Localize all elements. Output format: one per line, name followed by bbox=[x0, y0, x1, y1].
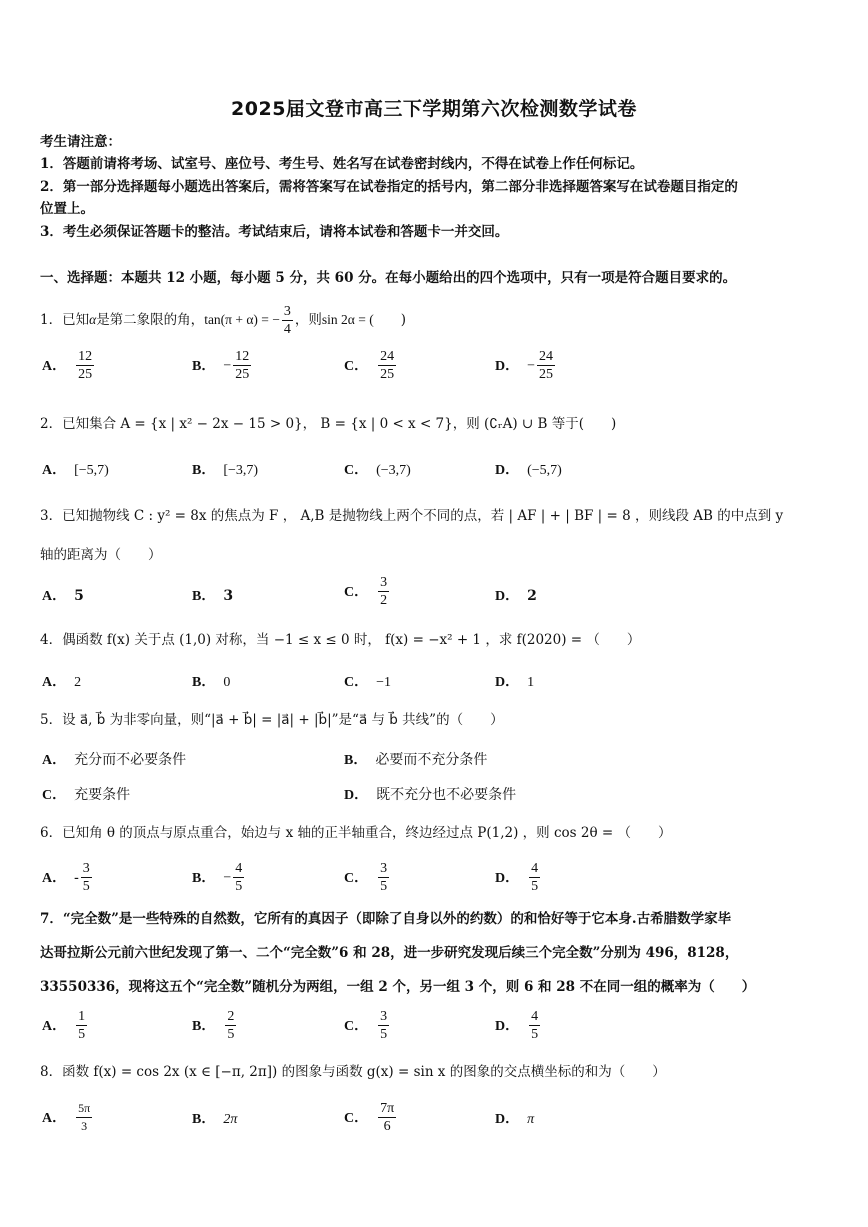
q5-option-a[interactable] bbox=[42, 750, 186, 771]
notice-item-1: 1．答题前请将考场、试室号、座位号、考生号、姓名写在试卷密封线内，不得在试卷上作任何标记。 bbox=[40, 156, 644, 172]
option-sign: - bbox=[74, 870, 79, 886]
question-7-line-2: 达哥拉斯公元前六世纪发现了第一、二个“完全数”6 和 28，进一步研究发现后续三个完全数”分别为 496，8128， bbox=[40, 945, 739, 961]
frac-den: 5 bbox=[380, 1027, 388, 1042]
option-fraction bbox=[529, 1008, 540, 1043]
frac-num: 3 bbox=[82, 861, 90, 876]
option-text: π bbox=[527, 1112, 535, 1127]
option-label: B． bbox=[192, 675, 216, 690]
frac-den: 25 bbox=[380, 367, 395, 382]
q6-option-a[interactable] bbox=[42, 860, 94, 895]
option-label: B． bbox=[344, 753, 368, 768]
option-text: 2 bbox=[527, 588, 537, 604]
notice-item-2: 2．第一部分选择题每小题选出答案后，需将答案写在试卷指定的括号内，第二部分非选择题答案写在试卷题目指定的 bbox=[40, 179, 738, 195]
q1-option-b[interactable] bbox=[192, 348, 253, 383]
question-7-line-3: 33550336，现将这五个“完全数”随机分为两组，一组 2 个，另一组 3 个，则 6 和 28 不在同一组的概率为（ ） bbox=[40, 979, 756, 995]
notice-item-3: 3．考生必须保证答题卡的整洁。考试结束后，请将本试卷和答题卡一并交回。 bbox=[40, 224, 509, 240]
frac-den: 5 bbox=[531, 1027, 539, 1042]
option-text: 2π bbox=[223, 1112, 238, 1127]
option-label: D． bbox=[495, 589, 520, 604]
option-label: D． bbox=[495, 463, 520, 478]
page-title: 2025届文登市高三下学期第六次检测数学试卷 bbox=[231, 98, 637, 120]
frac-num: 3 bbox=[380, 861, 388, 876]
frac-num: 4 bbox=[531, 1009, 539, 1024]
q1-text-b: 是第二象限的角， bbox=[96, 312, 205, 328]
option-label: A． bbox=[42, 753, 67, 768]
option-text: 既不充分也不必要条件 bbox=[376, 787, 517, 803]
option-label: D． bbox=[344, 788, 369, 803]
q6-option-b[interactable] bbox=[192, 860, 246, 895]
option-fraction bbox=[378, 860, 389, 895]
option-label: D． bbox=[495, 870, 520, 886]
frac-den: 5 bbox=[380, 879, 388, 894]
option-text: 充要条件 bbox=[74, 787, 131, 803]
q3-option-a[interactable] bbox=[42, 586, 84, 607]
q1-option-d[interactable] bbox=[495, 348, 557, 383]
frac-den: 25 bbox=[78, 367, 93, 382]
option-label: A． bbox=[42, 463, 67, 478]
q7-option-b[interactable] bbox=[192, 1008, 238, 1043]
frac-den: 5 bbox=[531, 879, 539, 894]
option-label: C． bbox=[344, 463, 369, 478]
option-label: B． bbox=[192, 358, 216, 374]
option-text: (−3,7) bbox=[376, 463, 411, 478]
q3-option-c[interactable] bbox=[344, 574, 391, 609]
option-fraction bbox=[76, 1008, 87, 1043]
option-fraction bbox=[233, 860, 244, 895]
option-label: B． bbox=[192, 1112, 216, 1127]
option-fraction bbox=[81, 860, 92, 895]
option-sign: − bbox=[223, 358, 232, 374]
frac-num: 12 bbox=[78, 349, 93, 364]
q7-option-a[interactable] bbox=[42, 1008, 89, 1043]
option-text: 3 bbox=[223, 588, 234, 604]
frac-num: 24 bbox=[539, 349, 554, 364]
q8-option-d[interactable] bbox=[495, 1109, 534, 1130]
q7-option-c[interactable] bbox=[344, 1008, 391, 1043]
option-text: 充分而不必要条件 bbox=[74, 752, 187, 768]
frac-num: 1 bbox=[78, 1009, 86, 1024]
option-label: A． bbox=[42, 1018, 67, 1034]
q3-option-b[interactable] bbox=[192, 586, 233, 607]
q2-option-a[interactable] bbox=[42, 460, 109, 481]
notice-heading: 考生请注意： bbox=[40, 134, 121, 150]
frac-num: 12 bbox=[235, 349, 250, 364]
q8-option-b[interactable] bbox=[192, 1109, 237, 1130]
option-label: D． bbox=[495, 1018, 520, 1034]
frac-num: 3 bbox=[380, 575, 388, 590]
question-3-stem: 3．已知抛物线 C : y² = 8x 的焦点为 F ， A,B 是抛物线上两个不同的点，若 | AF | + | BF | = 8 ，则线段 AB 的中点到 y bbox=[40, 508, 784, 524]
option-label: D． bbox=[495, 358, 520, 374]
q5-option-c[interactable] bbox=[42, 785, 130, 806]
q2-option-c[interactable] bbox=[344, 460, 411, 481]
q5-option-b[interactable] bbox=[344, 750, 487, 771]
option-label: A． bbox=[42, 358, 67, 374]
option-fraction bbox=[233, 348, 251, 383]
option-text: 1 bbox=[527, 675, 535, 690]
q1-alpha: α bbox=[89, 312, 97, 327]
frac-den: 25 bbox=[539, 367, 554, 382]
option-label: B． bbox=[192, 463, 216, 478]
option-fraction bbox=[76, 1100, 92, 1135]
question-6-stem: 6．已知角 θ 的顶点与原点重合，始边与 x 轴的正半轴重合，终边经过点 P(1,2) ，则 cos 2θ = （ ） bbox=[40, 825, 672, 841]
option-sign: − bbox=[223, 870, 232, 886]
frac-num: 5π bbox=[76, 1100, 92, 1118]
q8-option-a[interactable] bbox=[42, 1100, 94, 1135]
option-text: 2 bbox=[74, 675, 82, 690]
option-text: [−5,7) bbox=[74, 463, 109, 478]
q1-option-c[interactable] bbox=[344, 348, 398, 383]
q1-text-a: 1．已知 bbox=[40, 312, 90, 328]
option-fraction bbox=[378, 574, 389, 609]
frac-den: 2 bbox=[380, 593, 388, 608]
q8-option-c[interactable] bbox=[344, 1100, 398, 1135]
question-4-stem: 4．偶函数 f(x) 关于点 (1,0) 对称，当 −1 ≤ x ≤ 0 时， f(x) = −x² + 1 ，求 f(2020) = （ ） bbox=[40, 632, 641, 648]
section-heading: 一、选择题：本题共 12 小题，每小题 5 分，共 60 分。在每小题给出的四个选项中，只有一项是符合题目要求的。 bbox=[40, 270, 737, 286]
option-label: C． bbox=[344, 358, 369, 374]
option-label: B． bbox=[192, 870, 216, 886]
question-3-stem-cont: 轴的距离为（ ） bbox=[40, 547, 162, 563]
q4-option-d[interactable] bbox=[495, 672, 534, 693]
q4-option-a[interactable] bbox=[42, 672, 81, 693]
option-label: D． bbox=[495, 675, 520, 690]
q5-option-d[interactable] bbox=[344, 785, 516, 806]
option-text: [−3,7) bbox=[223, 463, 259, 478]
frac-num: 2 bbox=[227, 1009, 235, 1024]
question-5-stem: 5．设 a⃗, b⃗ 为非零向量，则“|a⃗ + b⃗| = |a⃗| + |b⃗|”是“a⃗ 与 b⃗ 共线”的（ ） bbox=[40, 712, 504, 728]
q1-tan-expr: tan(π + α) = − bbox=[204, 312, 280, 327]
option-label: B． bbox=[192, 589, 216, 604]
option-text: 必要而不充分条件 bbox=[375, 752, 488, 768]
q6-option-d[interactable] bbox=[495, 860, 542, 895]
q3-option-d[interactable] bbox=[495, 586, 537, 607]
frac-den: 5 bbox=[235, 879, 243, 894]
question-7-line-1: 7．“完全数”是一些特殊的自然数，它所有的真因子（即除了自身以外的约数）的和恰好等于它本身.古希腊数学家毕 bbox=[40, 911, 732, 927]
frac-num: 24 bbox=[380, 349, 395, 364]
q1-sin-expr: sin 2α = ( bbox=[321, 312, 374, 327]
option-fraction bbox=[378, 1100, 396, 1135]
option-label: C． bbox=[344, 870, 369, 886]
q6-option-c[interactable] bbox=[344, 860, 391, 895]
question-2-stem: 2．已知集合 A = {x | x² − 2x − 15 > 0}， B = {x | 0 < x < 7}，则 (∁ᵣA) ∪ B 等于( ) bbox=[40, 416, 617, 432]
q1-fraction bbox=[282, 303, 293, 338]
frac-den: 6 bbox=[383, 1119, 391, 1134]
q2-option-b[interactable] bbox=[192, 460, 258, 481]
option-text: −1 bbox=[376, 675, 392, 690]
q4-option-b[interactable] bbox=[192, 672, 230, 693]
frac-num: 4 bbox=[531, 861, 539, 876]
frac-den: 3 bbox=[81, 1119, 88, 1133]
option-label: C． bbox=[344, 584, 369, 600]
frac-num: 4 bbox=[235, 861, 243, 876]
option-label: C． bbox=[344, 1018, 369, 1034]
frac-num: 7π bbox=[380, 1101, 395, 1116]
frac-den: 5 bbox=[78, 1027, 86, 1042]
option-fraction bbox=[76, 348, 94, 383]
option-label: C． bbox=[344, 1110, 369, 1126]
question-1-stem bbox=[40, 300, 832, 340]
option-fraction bbox=[378, 1008, 389, 1043]
frac-den: 5 bbox=[82, 879, 90, 894]
question-8-stem: 8．函数 f(x) = cos 2x (x ∈ [−π, 2π]) 的图象与函数 g(x) = sin x 的图象的交点横坐标的和为（ ） bbox=[40, 1064, 666, 1080]
q1-frac-num: 3 bbox=[283, 304, 291, 319]
frac-den: 5 bbox=[227, 1027, 235, 1042]
option-label: C． bbox=[42, 788, 67, 803]
option-label: A． bbox=[42, 589, 67, 604]
frac-den: 25 bbox=[235, 367, 250, 382]
option-fraction bbox=[529, 860, 540, 895]
option-label: A． bbox=[42, 870, 67, 886]
option-label: A． bbox=[42, 675, 67, 690]
option-sign: − bbox=[527, 358, 536, 374]
q1-option-a[interactable] bbox=[42, 348, 96, 383]
q1-text-d: ) bbox=[373, 312, 406, 328]
q1-text-c: ，则 bbox=[294, 312, 322, 328]
q1-frac-den: 4 bbox=[283, 322, 291, 337]
option-text: 5 bbox=[74, 588, 84, 604]
q7-option-d[interactable] bbox=[495, 1008, 542, 1043]
option-label: C． bbox=[344, 675, 369, 690]
notice-item-2-cont: 位置上。 bbox=[40, 201, 94, 217]
option-label: B． bbox=[192, 1018, 216, 1034]
option-fraction bbox=[225, 1008, 236, 1043]
option-label: D． bbox=[495, 1112, 520, 1127]
frac-num: 3 bbox=[380, 1009, 388, 1024]
option-label: A． bbox=[42, 1110, 67, 1126]
option-text: 0 bbox=[223, 675, 231, 690]
option-fraction bbox=[378, 348, 396, 383]
option-fraction bbox=[537, 348, 555, 383]
q2-option-d[interactable] bbox=[495, 460, 562, 481]
q4-option-c[interactable] bbox=[344, 672, 391, 693]
option-text: (−5,7) bbox=[527, 463, 562, 478]
